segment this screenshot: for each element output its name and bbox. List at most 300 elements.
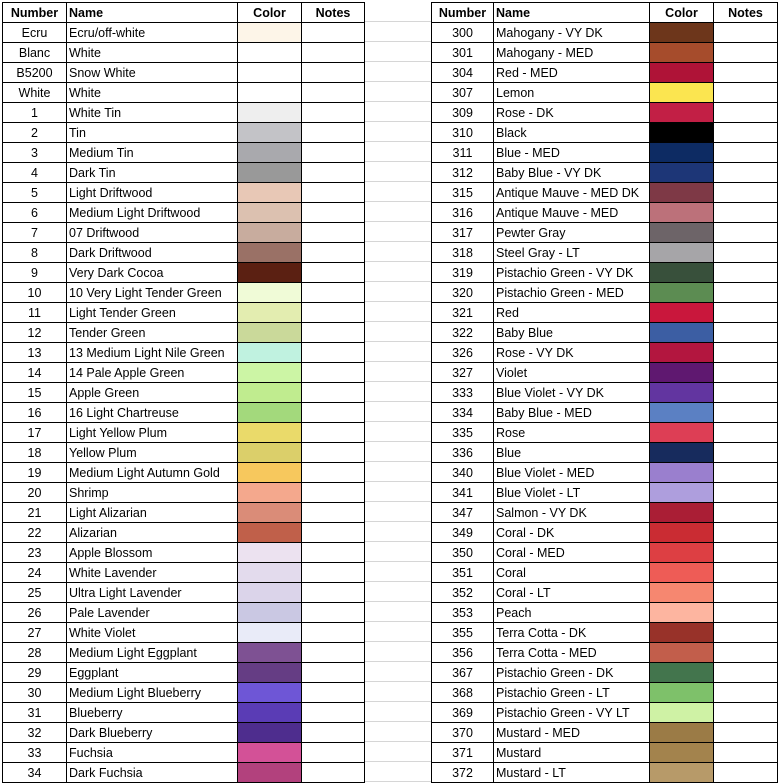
table-row xyxy=(432,63,778,83)
color-swatch xyxy=(238,483,302,503)
thread-number: 12 xyxy=(3,323,67,343)
notes-cell[interactable] xyxy=(714,743,778,763)
color-swatch xyxy=(238,283,302,303)
notes-cell[interactable] xyxy=(302,683,365,703)
thread-name: Coral - DK xyxy=(494,523,650,543)
gridline xyxy=(365,122,431,142)
color-swatch xyxy=(238,303,302,323)
thread-name: Blueberry xyxy=(67,703,238,723)
color-swatch xyxy=(650,683,714,703)
header-notes: Notes xyxy=(302,3,365,23)
color-swatch xyxy=(650,63,714,83)
thread-name: Tin xyxy=(67,123,238,143)
color-swatch xyxy=(238,43,302,63)
color-swatch xyxy=(650,483,714,503)
header-number: Number xyxy=(432,3,494,23)
table-row xyxy=(3,763,365,783)
gridline xyxy=(365,502,431,522)
gridline xyxy=(365,382,431,402)
table-row xyxy=(432,363,778,383)
thread-number: 21 xyxy=(3,503,67,523)
thread-name: Antique Mauve - MED DK xyxy=(494,183,650,203)
thread-name: Mustard - LT xyxy=(494,763,650,783)
notes-cell[interactable] xyxy=(302,403,365,423)
thread-name: 16 Light Chartreuse xyxy=(67,403,238,423)
thread-number: 23 xyxy=(3,543,67,563)
table-row xyxy=(3,103,365,123)
notes-cell[interactable] xyxy=(302,283,365,303)
table-row xyxy=(432,443,778,463)
table-row xyxy=(432,323,778,343)
notes-cell[interactable] xyxy=(302,743,365,763)
gridline xyxy=(365,62,431,82)
notes-cell[interactable] xyxy=(302,523,365,543)
thread-name: Apple Green xyxy=(67,383,238,403)
notes-cell[interactable] xyxy=(714,363,778,383)
thread-name: White Lavender xyxy=(67,563,238,583)
notes-cell[interactable] xyxy=(714,663,778,683)
thread-name: White xyxy=(67,83,238,103)
thread-name: 14 Pale Apple Green xyxy=(67,363,238,383)
thread-name: Pistachio Green - VY DK xyxy=(494,263,650,283)
table-row xyxy=(3,283,365,303)
table-row xyxy=(432,663,778,683)
thread-name: Rose xyxy=(494,423,650,443)
thread-name: Blue - MED xyxy=(494,143,650,163)
table-row xyxy=(3,323,365,343)
notes-cell[interactable] xyxy=(302,343,365,363)
color-swatch xyxy=(650,383,714,403)
color-swatch xyxy=(650,203,714,223)
notes-cell[interactable] xyxy=(714,223,778,243)
notes-cell[interactable] xyxy=(302,703,365,723)
color-swatch xyxy=(238,403,302,423)
thread-name: Rose - VY DK xyxy=(494,343,650,363)
color-swatch xyxy=(650,83,714,103)
table-row xyxy=(3,203,365,223)
color-swatch xyxy=(650,723,714,743)
thread-number: 3 xyxy=(3,143,67,163)
thread-name: Snow White xyxy=(67,63,238,83)
thread-number: 34 xyxy=(3,763,67,783)
thread-name: White xyxy=(67,43,238,63)
notes-cell[interactable] xyxy=(714,523,778,543)
table-row xyxy=(3,183,365,203)
notes-cell[interactable] xyxy=(714,723,778,743)
table-row xyxy=(432,763,778,783)
notes-cell[interactable] xyxy=(714,463,778,483)
table-row xyxy=(432,503,778,523)
table-row xyxy=(432,703,778,723)
gridline xyxy=(365,202,431,222)
table-row xyxy=(432,143,778,163)
notes-cell[interactable] xyxy=(302,383,365,403)
notes-cell[interactable] xyxy=(302,663,365,683)
thread-number: 28 xyxy=(3,643,67,663)
thread-number: 25 xyxy=(3,583,67,603)
gridline xyxy=(365,582,431,602)
color-swatch xyxy=(650,523,714,543)
color-swatch xyxy=(238,103,302,123)
color-swatch xyxy=(238,703,302,723)
color-swatch xyxy=(238,63,302,83)
thread-name: Dark Driftwood xyxy=(67,243,238,263)
thread-number: 311 xyxy=(432,143,494,163)
color-swatch xyxy=(238,383,302,403)
thread-number: 371 xyxy=(432,743,494,763)
color-swatch xyxy=(238,643,302,663)
notes-cell[interactable] xyxy=(714,623,778,643)
thread-name: Coral - MED xyxy=(494,543,650,563)
notes-cell[interactable] xyxy=(714,383,778,403)
notes-cell[interactable] xyxy=(302,463,365,483)
thread-name: Salmon - VY DK xyxy=(494,503,650,523)
color-swatch xyxy=(650,563,714,583)
table-row xyxy=(3,483,365,503)
table-row xyxy=(3,603,365,623)
notes-cell[interactable] xyxy=(714,563,778,583)
thread-name: Light Alizarian xyxy=(67,503,238,523)
notes-cell[interactable] xyxy=(302,183,365,203)
thread-name: Very Dark Cocoa xyxy=(67,263,238,283)
color-swatch xyxy=(238,743,302,763)
color-swatch xyxy=(650,303,714,323)
color-swatch xyxy=(238,83,302,103)
color-swatch xyxy=(650,363,714,383)
notes-cell[interactable] xyxy=(302,223,365,243)
thread-name: Mustard - MED xyxy=(494,723,650,743)
thread-name: Black xyxy=(494,123,650,143)
spreadsheet-gap-column xyxy=(365,2,431,783)
thread-number: 27 xyxy=(3,623,67,643)
table-row xyxy=(432,183,778,203)
color-swatch xyxy=(238,183,302,203)
thread-number: 355 xyxy=(432,623,494,643)
header-row xyxy=(3,3,365,23)
gridline xyxy=(365,162,431,182)
notes-cell[interactable] xyxy=(302,23,365,43)
table-row xyxy=(3,443,365,463)
thread-name: White Tin xyxy=(67,103,238,123)
table-row xyxy=(3,563,365,583)
thread-name: Blue Violet - VY DK xyxy=(494,383,650,403)
notes-cell[interactable] xyxy=(302,163,365,183)
notes-cell[interactable] xyxy=(302,443,365,463)
notes-cell[interactable] xyxy=(714,583,778,603)
notes-cell[interactable] xyxy=(714,683,778,703)
thread-number: 347 xyxy=(432,503,494,523)
thread-number: 336 xyxy=(432,443,494,463)
notes-cell[interactable] xyxy=(714,103,778,123)
notes-cell[interactable] xyxy=(302,503,365,523)
table-row xyxy=(432,43,778,63)
thread-number: 369 xyxy=(432,703,494,723)
gridline xyxy=(365,362,431,382)
notes-cell[interactable] xyxy=(714,323,778,343)
notes-cell[interactable] xyxy=(302,583,365,603)
notes-cell[interactable] xyxy=(714,203,778,223)
notes-cell[interactable] xyxy=(302,103,365,123)
table-row xyxy=(3,623,365,643)
notes-cell[interactable] xyxy=(302,423,365,443)
color-swatch xyxy=(650,423,714,443)
thread-name: Light Yellow Plum xyxy=(67,423,238,443)
notes-cell[interactable] xyxy=(302,723,365,743)
table-row xyxy=(3,163,365,183)
thread-name: Medium Tin xyxy=(67,143,238,163)
color-swatch xyxy=(238,543,302,563)
table-row xyxy=(3,63,365,83)
gridline xyxy=(365,142,431,162)
notes-cell[interactable] xyxy=(714,163,778,183)
notes-cell[interactable] xyxy=(302,63,365,83)
header-color: Color xyxy=(650,3,714,23)
notes-cell[interactable] xyxy=(714,443,778,463)
thread-name: Blue Violet - LT xyxy=(494,483,650,503)
thread-number: 5 xyxy=(3,183,67,203)
thread-name: Violet xyxy=(494,363,650,383)
color-swatch xyxy=(650,263,714,283)
thread-number: 16 xyxy=(3,403,67,423)
notes-cell[interactable] xyxy=(302,83,365,103)
table-row xyxy=(3,343,365,363)
header-number: Number xyxy=(3,3,67,23)
notes-cell[interactable] xyxy=(302,263,365,283)
notes-cell[interactable] xyxy=(714,63,778,83)
thread-number: 372 xyxy=(432,763,494,783)
table-row xyxy=(3,303,365,323)
color-swatch xyxy=(650,663,714,683)
notes-cell[interactable] xyxy=(714,83,778,103)
header-row xyxy=(432,3,778,23)
thread-number: 6 xyxy=(3,203,67,223)
table-row xyxy=(432,383,778,403)
table-row xyxy=(3,243,365,263)
thread-name: Red xyxy=(494,303,650,323)
thread-name: Mustard xyxy=(494,743,650,763)
thread-number: 351 xyxy=(432,563,494,583)
notes-cell[interactable] xyxy=(714,643,778,663)
thread-name: Medium Light Eggplant xyxy=(67,643,238,663)
thread-name: Eggplant xyxy=(67,663,238,683)
gridline xyxy=(365,2,431,22)
table-row xyxy=(432,423,778,443)
thread-number: 320 xyxy=(432,283,494,303)
notes-cell[interactable] xyxy=(714,283,778,303)
header-name: Name xyxy=(494,3,650,23)
thread-name: Light Tender Green xyxy=(67,303,238,323)
notes-cell[interactable] xyxy=(714,263,778,283)
color-swatch xyxy=(238,423,302,443)
color-swatch xyxy=(238,263,302,283)
color-swatch xyxy=(238,203,302,223)
thread-number: 349 xyxy=(432,523,494,543)
gridline xyxy=(365,262,431,282)
thread-number: 333 xyxy=(432,383,494,403)
color-swatch xyxy=(650,763,714,783)
thread-number: 301 xyxy=(432,43,494,63)
notes-cell[interactable] xyxy=(302,123,365,143)
thread-number: 356 xyxy=(432,643,494,663)
table-row xyxy=(3,743,365,763)
thread-name: Yellow Plum xyxy=(67,443,238,463)
thread-number: 335 xyxy=(432,423,494,443)
gridline xyxy=(365,662,431,682)
gridline xyxy=(365,482,431,502)
table-row xyxy=(432,683,778,703)
thread-number: 309 xyxy=(432,103,494,123)
notes-cell[interactable] xyxy=(714,123,778,143)
notes-cell[interactable] xyxy=(302,303,365,323)
table-row xyxy=(432,123,778,143)
thread-number: Blanc xyxy=(3,43,67,63)
thread-number: 31 xyxy=(3,703,67,723)
thread-name: Terra Cotta - DK xyxy=(494,623,650,643)
table-row xyxy=(432,203,778,223)
table-row xyxy=(3,643,365,663)
notes-cell[interactable] xyxy=(714,763,778,783)
notes-cell[interactable] xyxy=(714,503,778,523)
color-swatch xyxy=(238,443,302,463)
thread-number: 334 xyxy=(432,403,494,423)
notes-cell[interactable] xyxy=(302,243,365,263)
notes-cell[interactable] xyxy=(714,343,778,363)
table-row xyxy=(3,423,365,443)
table-row xyxy=(432,263,778,283)
color-swatch xyxy=(238,243,302,263)
notes-cell[interactable] xyxy=(302,483,365,503)
color-swatch xyxy=(238,343,302,363)
color-swatch xyxy=(238,623,302,643)
notes-cell[interactable] xyxy=(302,143,365,163)
thread-name: Baby Blue - VY DK xyxy=(494,163,650,183)
color-swatch xyxy=(650,223,714,243)
color-swatch xyxy=(238,563,302,583)
table-row xyxy=(3,263,365,283)
notes-cell[interactable] xyxy=(302,363,365,383)
thread-number: 318 xyxy=(432,243,494,263)
gridline xyxy=(365,102,431,122)
notes-cell[interactable] xyxy=(714,543,778,563)
thread-name: 13 Medium Light Nile Green xyxy=(67,343,238,363)
color-swatch xyxy=(650,643,714,663)
notes-cell[interactable] xyxy=(302,763,365,783)
table-row xyxy=(3,383,365,403)
table-row xyxy=(432,83,778,103)
header-name: Name xyxy=(67,3,238,23)
gridline xyxy=(365,762,431,782)
color-swatch xyxy=(650,443,714,463)
gridline xyxy=(365,522,431,542)
color-swatch xyxy=(650,103,714,123)
gridline xyxy=(365,282,431,302)
table-row xyxy=(432,343,778,363)
gridline xyxy=(365,402,431,422)
thread-name: Dark Blueberry xyxy=(67,723,238,743)
thread-name: Baby Blue xyxy=(494,323,650,343)
thread-name: Pistachio Green - DK xyxy=(494,663,650,683)
gridline xyxy=(365,542,431,562)
notes-cell[interactable] xyxy=(714,423,778,443)
gridline xyxy=(365,742,431,762)
gridline xyxy=(365,222,431,242)
notes-cell[interactable] xyxy=(714,23,778,43)
thread-name: Shrimp xyxy=(67,483,238,503)
table-row xyxy=(432,463,778,483)
color-swatch xyxy=(650,43,714,63)
gridline xyxy=(365,322,431,342)
notes-cell[interactable] xyxy=(714,243,778,263)
color-swatch xyxy=(650,123,714,143)
notes-cell[interactable] xyxy=(302,603,365,623)
thread-number: 15 xyxy=(3,383,67,403)
table-row xyxy=(432,163,778,183)
notes-cell[interactable] xyxy=(302,323,365,343)
color-swatch xyxy=(650,703,714,723)
thread-name: Pale Lavender xyxy=(67,603,238,623)
notes-cell[interactable] xyxy=(714,183,778,203)
gridline xyxy=(365,242,431,262)
thread-number: 370 xyxy=(432,723,494,743)
thread-name: Coral xyxy=(494,563,650,583)
table-row xyxy=(3,83,365,103)
gridline xyxy=(365,82,431,102)
thread-number: 13 xyxy=(3,343,67,363)
table-row xyxy=(432,583,778,603)
notes-cell[interactable] xyxy=(302,643,365,663)
notes-cell[interactable] xyxy=(302,203,365,223)
table-row xyxy=(3,503,365,523)
thread-name: Baby Blue - MED xyxy=(494,403,650,423)
color-swatch xyxy=(650,283,714,303)
table-row xyxy=(432,563,778,583)
table-row xyxy=(432,483,778,503)
notes-cell[interactable] xyxy=(714,403,778,423)
color-swatch xyxy=(238,123,302,143)
notes-cell[interactable] xyxy=(714,43,778,63)
thread-name: Ultra Light Lavender xyxy=(67,583,238,603)
thread-name: Pistachio Green - MED xyxy=(494,283,650,303)
notes-cell[interactable] xyxy=(302,623,365,643)
thread-number: 353 xyxy=(432,603,494,623)
color-swatch xyxy=(650,343,714,363)
thread-number: 307 xyxy=(432,83,494,103)
notes-cell[interactable] xyxy=(714,143,778,163)
notes-cell[interactable] xyxy=(302,543,365,563)
thread-number: Ecru xyxy=(3,23,67,43)
color-swatch xyxy=(238,663,302,683)
thread-number: 32 xyxy=(3,723,67,743)
thread-name: Dark Tin xyxy=(67,163,238,183)
notes-cell[interactable] xyxy=(714,483,778,503)
notes-cell[interactable] xyxy=(714,603,778,623)
gridline xyxy=(365,722,431,742)
gridline xyxy=(365,302,431,322)
thread-number: 26 xyxy=(3,603,67,623)
notes-cell[interactable] xyxy=(302,563,365,583)
thread-number: 327 xyxy=(432,363,494,383)
table-row xyxy=(432,623,778,643)
notes-cell[interactable] xyxy=(302,43,365,63)
table-row xyxy=(3,23,365,43)
thread-number: 19 xyxy=(3,463,67,483)
thread-name: Steel Gray - LT xyxy=(494,243,650,263)
thread-name: Pistachio Green - LT xyxy=(494,683,650,703)
notes-cell[interactable] xyxy=(714,703,778,723)
table-row xyxy=(3,663,365,683)
notes-cell[interactable] xyxy=(714,303,778,323)
thread-name: Ecru/off-white xyxy=(67,23,238,43)
